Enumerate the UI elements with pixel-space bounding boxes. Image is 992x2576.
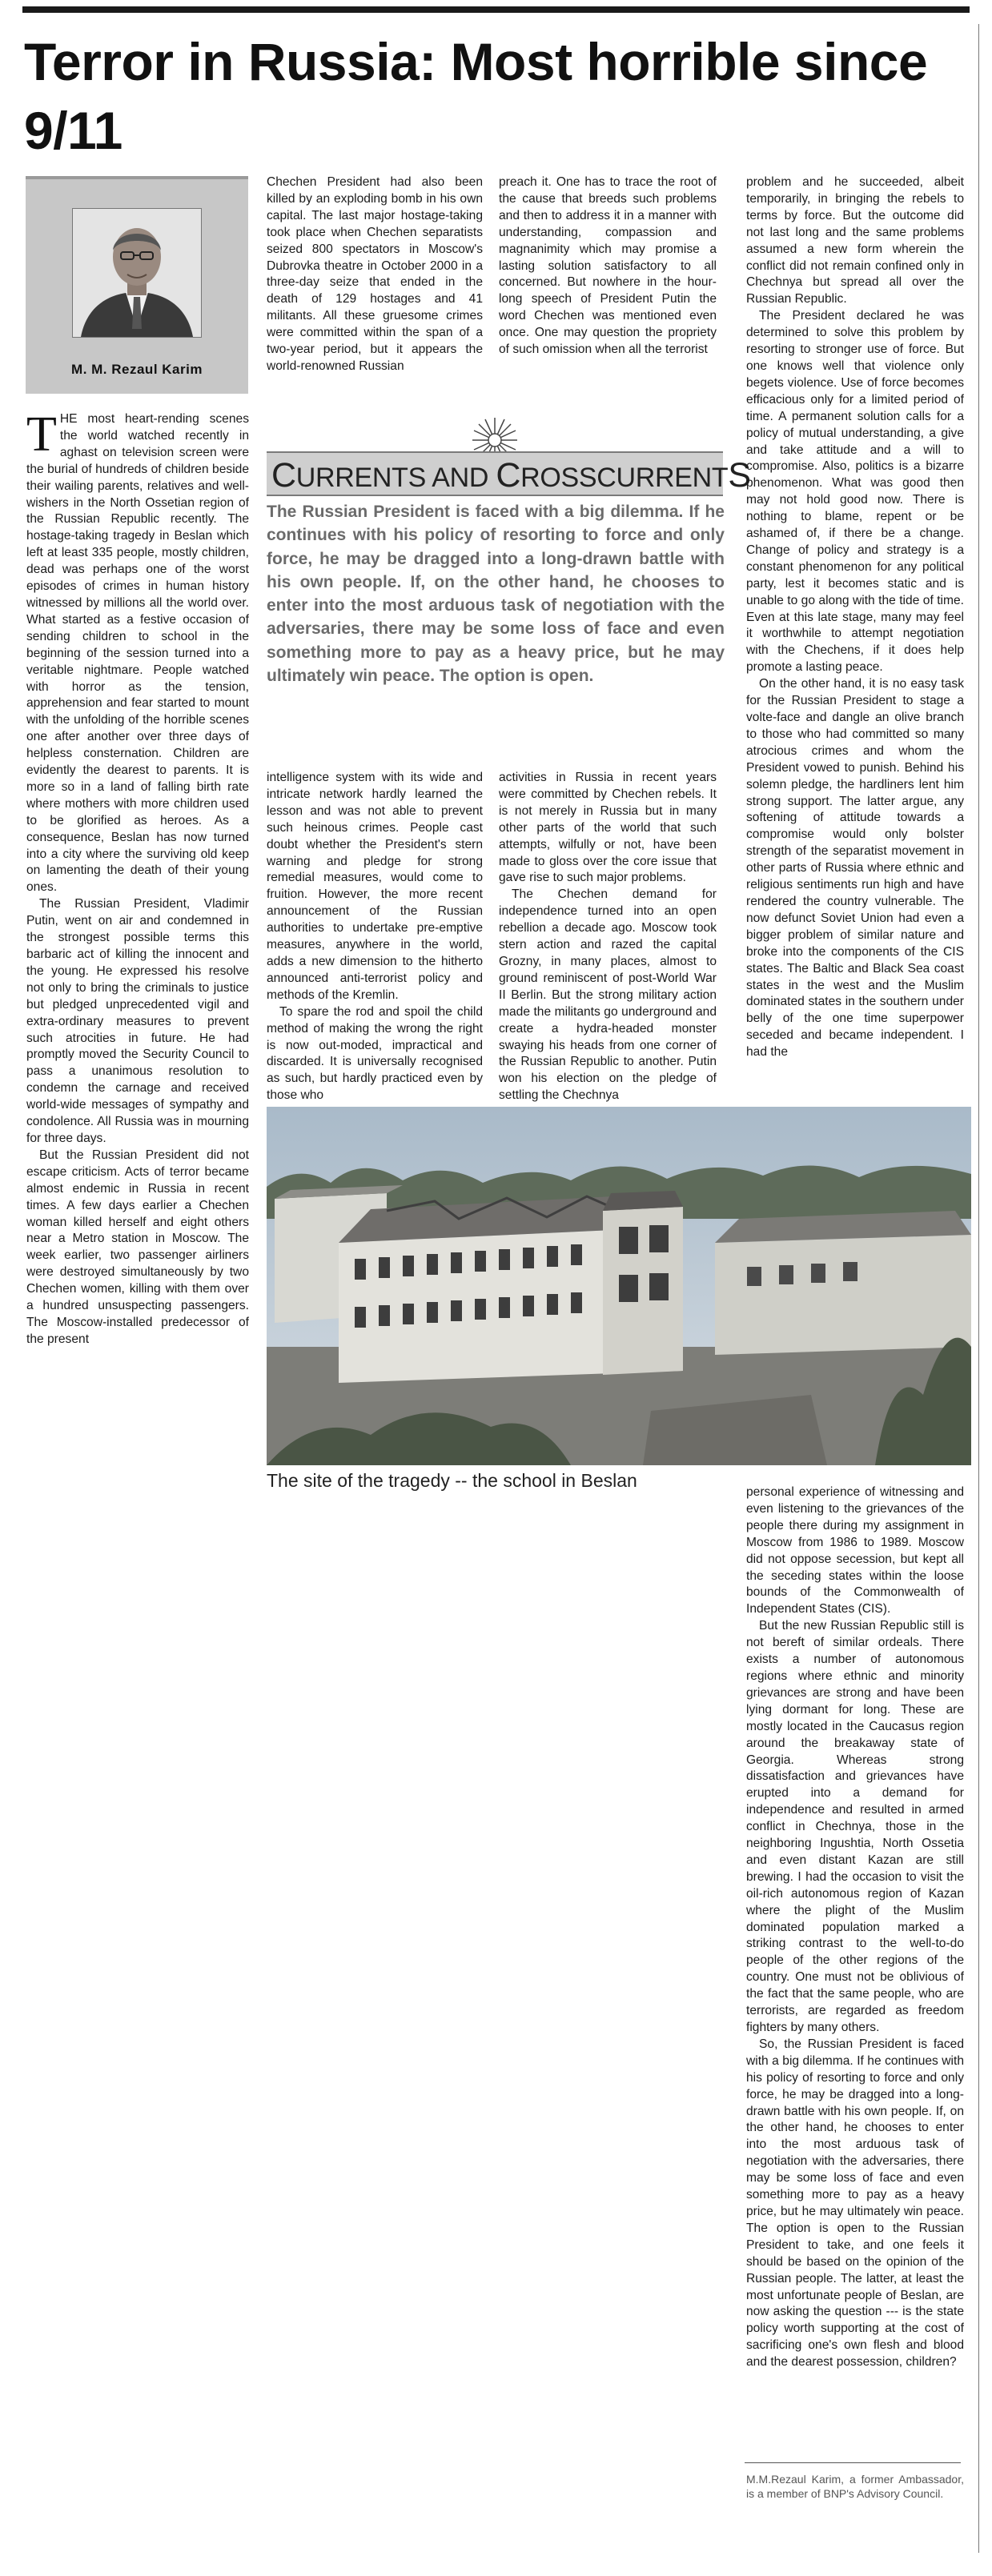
author-photo-box [26, 176, 248, 394]
right-column-rule [978, 24, 979, 2553]
paragraph: But the Russian President did not escape criticism. Acts of terror became almost endemic in Russia in recent times. A few days earlier a Chechen woman killed herself and eight others near a Metro station in Moscow. The week earlier, two passenger airliners were destroyed simultaneously by two Chechen women, killing with them over a hundred unsuspecting passengers. The Moscow-installed predecessor of the present [26, 1148, 249, 1346]
pull-quote: The Russian President is faced with a big dilemma. If he continues with his policy of resorting to force and only force, he may be dragged into a long-drawn battle with his own people. If, on the other hand, he chooses to enter into the most arduous task of negotiation with the adversaries, there may be some loss of face and even something more to pay as a heavy price, but he may ultimately win peace. The option is open. [267, 503, 725, 686]
paragraph: On the other hand, it is no easy task for the Russian President to stage a volte-face and dangle an olive branch to those who had committed so many atrocious crimes and whom the President vowed to punish. Behind his solemn pledge, the hardliners lent him strong support. The latter argue, any softening of attitude towards a compromise would only bolster strength of the separatist movement in other parts of Russia where ethnic and religious sentiments run high and have rendered the country vulnerable. The now defunct Soviet Union had even a bigger problem of similar nature and broke into the components of the CIS states. The Baltic and Black Sea coast states in the west and the Muslim dominated states in the southern under belly of the one time superpower seceded and became independent. I had the [746, 677, 964, 1060]
paragraph-text: HE most heart-rending scenes the world watched recently in aghast on television screen were the burial of hundreds of children beside their wailing parents, relatives and well-wishers in the North Ossetian region of the Russian Republic recently. The hostage-taking tragedy in Beslan which left at least 335 people, mostly children, dead was perhaps one of the worst episodes of crimes in human history witnessed by millions all the world over. What started as a festive occasion of sending children to school in the beginning of the session turned into a veritable nightmare. People watched with horror as the tension, apprehension and fear started to mount with the unfolding of the horrible scenes one after another over three days of helpless consternation. Children are evidently the dearest to parents. It is more so in a land of falling birth rate where mothers with more children used to be glorified as heroes. As a consequence, Beslan has now turned into a city where the surviving old keep on lamenting the death of their young ones. [26, 412, 249, 895]
column-3-bottom [499, 770, 717, 1104]
section-banner [267, 416, 751, 495]
column-3-top [499, 174, 717, 359]
paragraph: But the new Russian Republic still is not bereft of similar ordeals. There exists a number of autonomous regions where ethnic and minority grievances are strong and have been lying dormant for long. These are mostly located in the Caucasus region around the breakaway state of Georgia. Whereas strong dissatisfaction and grievances have erupted into a demand for independence and resulted in armed conflict in Chechnya, those in the neighboring Ingushtia, North Ossetia and even distant Kazan are still brewing. I had the occasion to visit the oil-rich autonomous region of Kazan where the plight of the Muslim dominated population marked a striking contrast to the well-to-do people of the other regions of the country. One must not be oblivious of the fact that the same people, who are terrorists, are regarded as freedom fighters by many others. [746, 1619, 964, 2034]
paragraph: personal experience of witnessing and even listening to the grievances of the people there during my assignment in Moscow from 1986 to 1989. Moscow did not oppose secession, but kept all the seceding states within the loose bounds of the Commonwealth of Independent States (CIS). [746, 1485, 964, 1617]
photo-caption: The site of the tragedy -- the school in Beslan [267, 1470, 637, 1491]
column-2-top [267, 174, 483, 375]
paragraph: The President declared he was determined to solve this problem by resorting to stronger use of force. But one knows well that violence only begets violence. Use of force becomes efficacious only for a limited period of time. A permanent solution calls for a policy of mutual understanding, a give and take attitude and a will to compromise. Also, politics is a bizarre phenomenon. What was good then may not hold good now. There is nothing to blame, repent or be ashamed of, if there be a change. Change of policy and strategy is a constant phenomenon for any political party, lest it becomes static and is unable to go along with the tide of time. Even at this late stage, many may feel it worthwhile to attempt negotiation with the Chechens, if it does help promote a lasting peace. [746, 309, 964, 675]
paragraph: The Chechen demand for independence turned into an open rebellion a decade ago. Moscow took stern action and razed the capital Grozny, in many places, almost to ground reminiscent of post-World War II Berlin. But the strong military action made the militants go underground and create a hydra-headed monster swaying his heads from one corner of the Russian Republic to another. Putin won his election on the pledge of settling the Chechnya [499, 887, 717, 1103]
author-byline: M. M. Rezaul Karim [71, 362, 203, 377]
paragraph: To spare the rod and spoil the child method of making the wrong the right is now out-moded, impractical and discarded. It is universally recognised as such, but hardly practiced even by those who [267, 1004, 483, 1103]
author-bio: M.M.Rezaul Karim, a former Ambassador, is a member of BNP's Advisory Council. [746, 2473, 964, 2500]
paragraph: preach it. One has to trace the root of the cause that breeds such problems and then to address it in a manner with understanding, compassion and magnanimity which may promise a lasting solution satisfactory to all concerned. But nowhere in the hour-long speech of President Putin the word Chechen was mentioned even once. One may question the propriety of such omission when all the terrorist [499, 175, 717, 357]
bio-rule [745, 2462, 961, 2463]
drop-cap: T [26, 407, 57, 462]
beslan-school-photo [267, 1107, 971, 1465]
column-2-bottom [267, 770, 483, 1104]
paragraph: intelligence system with its wide and intricate network hardly learned the lesson and was not able to prevent such heinous crimes. People cast doubt whether the President's stern warning and pledge for strong remedial measures, would come to fruition. However, the more recent announcement of the Russian authorities to undertake pre-emptive measures, anywhere in the world, adds a new dimension to the hitherto announced anti-terrorist policy and methods of the Kremlin. [267, 771, 483, 1002]
column-4-top [746, 174, 964, 1061]
column-1 [26, 407, 249, 1348]
author-portrait [72, 208, 202, 338]
paragraph [26, 407, 249, 896]
column-4-bottom [746, 1484, 964, 2371]
paragraph: activities in Russia in recent years were committed by Chechen rebels. It is not merely in Russia but in many other parts of the world that such attempts, wilfully or not, have been made to gloss over the core issue that gave rise to such major problems. [499, 771, 717, 885]
section-banner-label: CURRENTS AND CROSSCURRENTS [271, 456, 751, 495]
paragraph: problem and he succeeded, albeit temporarily, in bringing the rebels to terms by force. But the outcome did not last long and the same problems assumed a new form wherein the conflict did not remain confined only in Chechnya but spread all over the Russian Republic. [746, 175, 964, 306]
headline: Terror in Russia: Most horrible since 9/11 [24, 32, 928, 160]
paragraph: The Russian President, Vladimir Putin, went on air and condemned in the strongest possible terms this barbaric act of killing the innocent and the young. He expressed his resolve not only to bring the criminals to justice but pledged unprecedented vigil and extra-ordinary measures to prevent such atrocities in future. He had promptly moved the Security Council to pass a unanimous resolution to condemn the carnage and received world-wide messages of sympathy and condolence. All Russia was in mourning for three days. [26, 897, 249, 1145]
paragraph: Chechen President had also been killed by an exploding bomb in his own capital. The last major hostage-taking took place when Chechen separatists seized 800 spectators in Moscow's Dubrovka theatre in October 2000 in a three-day seize that ended in the death of 129 hostages and 41 militants. All these gruesome crimes were committed within the span of a two-year period, but it appears the world-renowned Russian [267, 175, 483, 373]
paragraph: So, the Russian President is faced with a big dilemma. If he continues with his policy of resorting to force and only force, he may be dragged into a long-drawn battle with his own people. If, on the other hand, he chooses to enter into the most arduous task of negotiation with the adversaries, there may be some loss of face and even something more to pay as a heavy price, but he may ultimately win peace. The option is open to the Russian President to take, and one feels it should be based on the opinion of the Russian people. The latter, at least the most unfortunate people of Beslan, are now asking the question --- is the state policy worth supporting at the cost of sacrificing one's own flesh and blood and the dearest possession, children? [746, 2037, 964, 2370]
section-banner-box [267, 451, 751, 496]
top-rule [22, 6, 970, 13]
